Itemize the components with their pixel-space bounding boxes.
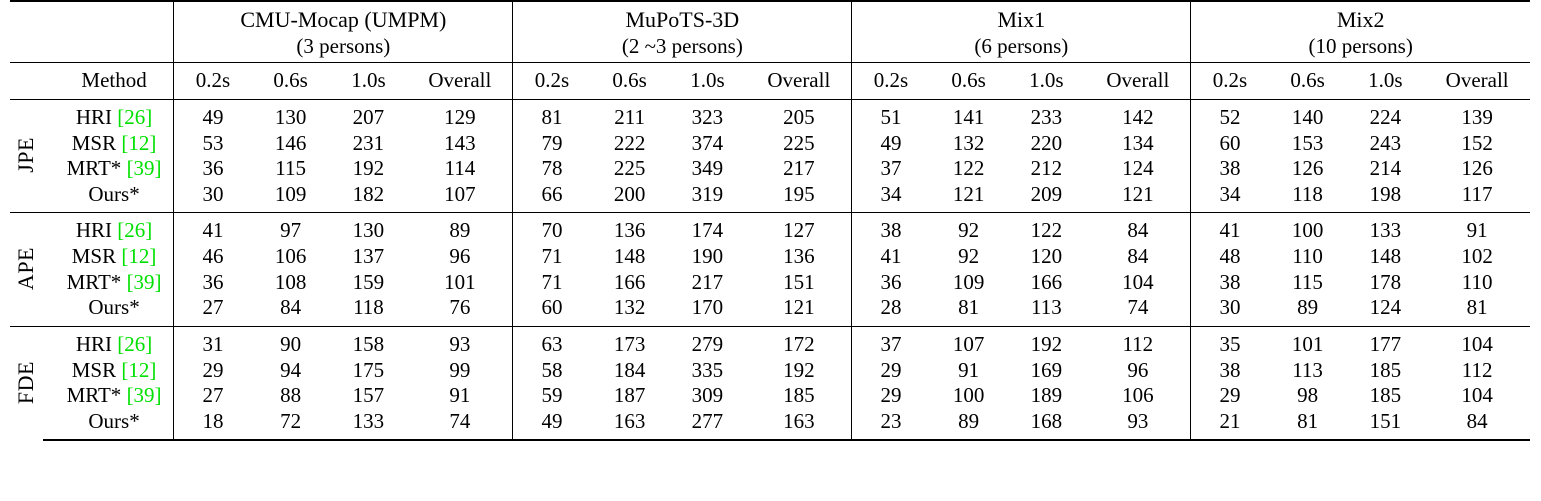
group-title: CMU-Mocap (UMPM) [240, 7, 447, 32]
data-cell: 49 [513, 409, 591, 441]
header-mupots-overall: Overall [746, 63, 852, 100]
data-cell: 101 [1269, 326, 1347, 357]
data-cell: 76 [449, 295, 471, 320]
data-cell: 185 [1369, 357, 1402, 382]
empty-corner-2 [43, 1, 174, 63]
data-cell: 172 [746, 326, 852, 357]
data-cell: 185 [1369, 383, 1402, 408]
data-cell: 81 [1466, 295, 1488, 320]
column-group-mix1 [852, 1, 1191, 63]
data-cell: 195 [783, 181, 815, 206]
data-cell: 110 [1461, 269, 1493, 294]
data-cell: 66 [513, 182, 591, 213]
data-cell: 141 [930, 100, 1008, 131]
data-cell: 323 [669, 100, 747, 131]
data-cell: 49 [852, 131, 930, 157]
method-name: MRT* [66, 383, 127, 408]
method-column-header: Method [43, 63, 174, 100]
header-mupots-1.0s: 1.0s [669, 63, 747, 100]
data-cell: 29 [852, 358, 930, 384]
method-name-cell [43, 156, 174, 182]
data-cell: 112 [1085, 326, 1191, 357]
method-name-cell [43, 131, 174, 157]
row-group-label-fde [10, 326, 43, 440]
data-cell: 214 [1369, 156, 1402, 181]
method-name: MSR [71, 130, 122, 155]
column-group-mupots [513, 1, 852, 63]
data-cell: 189 [1030, 383, 1063, 408]
data-cell: 104 [1122, 269, 1154, 294]
row-group-label-jpe [10, 100, 43, 213]
data-cell: 151 [783, 269, 815, 294]
data-cell: 49 [174, 100, 252, 131]
data-cell: 163 [746, 409, 852, 441]
header-cmu-0.6s: 0.6s [252, 63, 330, 100]
data-cell: 88 [280, 383, 302, 408]
data-cell: 38 [852, 213, 930, 244]
data-cell: 211 [591, 100, 669, 131]
data-cell: 27 [174, 295, 252, 326]
method-name: MRT* [66, 269, 127, 294]
table-row [10, 326, 1530, 357]
column-subheader-row [10, 63, 1530, 100]
data-cell: 38 [1191, 270, 1269, 296]
data-cell: 137 [352, 244, 385, 269]
data-cell: 114 [444, 156, 476, 181]
results-table [10, 0, 1530, 441]
data-cell: 222 [613, 130, 646, 155]
method-name-cell [43, 270, 174, 296]
row-group-label-ape [10, 213, 43, 326]
data-cell: 224 [1346, 100, 1424, 131]
citation-link[interactable]: [12] [121, 357, 157, 382]
data-cell: 107 [930, 326, 1008, 357]
data-cell: 37 [852, 326, 930, 357]
method-name-cell [43, 213, 174, 244]
data-cell: 132 [952, 130, 985, 155]
data-cell: 38 [1191, 358, 1269, 384]
data-cell: 97 [252, 213, 330, 244]
data-cell: 71 [513, 244, 591, 270]
header-mix1-1.0s: 1.0s [1007, 63, 1085, 100]
section-fde [10, 326, 1530, 440]
data-cell: 143 [444, 130, 476, 155]
data-cell: 174 [669, 213, 747, 244]
data-cell: 36 [174, 270, 252, 296]
data-cell: 51 [852, 100, 930, 131]
data-cell: 207 [330, 100, 408, 131]
data-cell: 225 [613, 156, 646, 181]
data-cell: 124 [1369, 295, 1402, 320]
method-name: HRI [75, 331, 118, 356]
data-cell: 99 [449, 357, 471, 382]
data-cell: 63 [513, 326, 591, 357]
data-cell: 98 [1297, 383, 1319, 408]
table-row [10, 383, 1530, 409]
data-cell: 190 [691, 244, 724, 269]
method-name: Ours* [88, 408, 140, 433]
data-cell: 84 [1127, 244, 1149, 269]
data-cell: 23 [852, 409, 930, 441]
data-cell: 151 [1346, 409, 1424, 441]
header-mupots-0.6s: 0.6s [591, 63, 669, 100]
data-cell: 108 [274, 269, 307, 294]
data-cell: 41 [852, 244, 930, 270]
data-cell: 101 [444, 269, 476, 294]
data-cell: 115 [275, 156, 306, 181]
data-cell: 91 [1424, 213, 1530, 244]
data-cell: 127 [746, 213, 852, 244]
header-mix2-overall: Overall [1424, 63, 1530, 100]
citation-link[interactable]: [39] [126, 156, 162, 181]
data-cell: 200 [613, 181, 646, 206]
data-cell: 134 [1122, 130, 1154, 155]
data-cell: 124 [1122, 156, 1154, 181]
citation-link[interactable]: [12] [121, 130, 157, 155]
method-name-cell [43, 358, 174, 384]
citation-link[interactable]: [12] [121, 244, 157, 269]
data-cell: 38 [1191, 156, 1269, 182]
data-cell: 30 [174, 182, 252, 213]
data-cell: 166 [613, 269, 646, 294]
header-mix1-0.6s: 0.6s [930, 63, 1008, 100]
header-cmu-overall: Overall [407, 63, 513, 100]
row-group-label-text: APE [12, 247, 38, 291]
group-title: Mix1 [997, 7, 1046, 32]
data-cell: 29 [1191, 383, 1269, 409]
data-cell: 113 [1292, 357, 1323, 382]
data-cell: 225 [783, 130, 815, 155]
data-cell: 36 [852, 270, 930, 296]
data-cell: 109 [274, 181, 307, 206]
method-name: HRI [75, 105, 118, 130]
data-cell: 81 [1269, 409, 1347, 441]
table-row [10, 244, 1530, 270]
data-cell: 133 [330, 409, 408, 441]
section-ape [10, 213, 1530, 326]
citation-link[interactable]: [39] [126, 383, 162, 408]
data-cell: 168 [1007, 409, 1085, 441]
data-cell: 36 [174, 156, 252, 182]
data-cell: 148 [613, 244, 646, 269]
data-cell: 46 [174, 244, 252, 270]
table-row [10, 295, 1530, 326]
table-row [10, 156, 1530, 182]
data-cell: 159 [352, 269, 385, 294]
table-row [10, 358, 1530, 384]
data-cell: 107 [444, 181, 476, 206]
data-cell: 48 [1191, 244, 1269, 270]
data-cell: 178 [1369, 269, 1402, 294]
data-cell: 90 [252, 326, 330, 357]
data-cell: 122 [952, 156, 985, 181]
method-name-cell [43, 326, 174, 357]
header-mix2-0.6s: 0.6s [1269, 63, 1347, 100]
data-cell: 93 [407, 326, 513, 357]
data-cell: 70 [513, 213, 591, 244]
citation-link[interactable]: [26] [117, 105, 153, 130]
data-cell: 52 [1191, 100, 1269, 131]
data-cell: 335 [691, 357, 724, 382]
group-subtitle: (10 persons) [1308, 33, 1413, 58]
data-cell: 309 [691, 383, 724, 408]
data-cell: 217 [691, 269, 724, 294]
data-cell: 169 [1030, 357, 1063, 382]
table-row [10, 270, 1530, 296]
data-cell: 220 [1030, 130, 1063, 155]
data-cell: 35 [1191, 326, 1269, 357]
data-cell: 173 [591, 326, 669, 357]
data-cell: 18 [174, 409, 252, 441]
method-name-cell [43, 182, 174, 213]
data-cell: 148 [1369, 244, 1402, 269]
data-cell: 93 [1085, 409, 1191, 441]
data-cell: 120 [1030, 244, 1063, 269]
data-cell: 231 [352, 130, 385, 155]
data-cell: 102 [1461, 244, 1493, 269]
data-cell: 163 [591, 409, 669, 441]
row-group-label-text: JPE [12, 137, 38, 174]
group-subtitle: (3 persons) [296, 33, 391, 58]
data-cell: 243 [1369, 130, 1402, 155]
data-cell: 84 [1424, 409, 1530, 441]
data-cell: 74 [407, 409, 513, 441]
citation-link[interactable]: [26] [117, 218, 153, 243]
data-cell: 192 [1007, 326, 1085, 357]
data-cell: 109 [952, 269, 985, 294]
column-group-mix2 [1191, 1, 1530, 63]
table-row [10, 100, 1530, 131]
group-title: MuPoTS-3D [625, 7, 740, 32]
empty-corner-1 [10, 1, 43, 63]
data-cell: 81 [513, 100, 591, 131]
header-mupots-0.2s: 0.2s [513, 63, 591, 100]
data-cell: 192 [352, 156, 385, 181]
data-cell: 104 [1424, 326, 1530, 357]
citation-link[interactable]: [26] [117, 331, 153, 356]
data-cell: 136 [591, 213, 669, 244]
data-cell: 129 [407, 100, 513, 131]
table-row [10, 182, 1530, 213]
data-cell: 92 [930, 213, 1008, 244]
data-cell: 217 [783, 156, 815, 181]
data-cell: 130 [252, 100, 330, 131]
data-cell: 130 [330, 213, 408, 244]
data-cell: 177 [1346, 326, 1424, 357]
data-cell: 92 [958, 244, 980, 269]
header-mix1-overall: Overall [1085, 63, 1191, 100]
data-cell: 205 [746, 100, 852, 131]
data-cell: 89 [930, 409, 1008, 441]
data-cell: 110 [1292, 244, 1323, 269]
data-cell: 212 [1030, 156, 1063, 181]
data-cell: 142 [1085, 100, 1191, 131]
group-title: Mix2 [1336, 7, 1385, 32]
data-cell: 96 [449, 244, 471, 269]
data-cell: 79 [513, 131, 591, 157]
data-cell: 152 [1461, 130, 1493, 155]
data-cell: 91 [449, 383, 471, 408]
data-cell: 31 [174, 326, 252, 357]
data-cell: 89 [407, 213, 513, 244]
method-name: MSR [71, 244, 122, 269]
data-cell: 29 [174, 358, 252, 384]
data-cell: 106 [274, 244, 307, 269]
data-cell: 136 [783, 244, 815, 269]
data-cell: 71 [513, 270, 591, 296]
data-cell: 96 [1127, 357, 1149, 382]
method-name: HRI [75, 218, 118, 243]
data-cell: 78 [513, 156, 591, 182]
method-name: MRT* [66, 156, 127, 181]
data-cell: 349 [691, 156, 724, 181]
method-name: Ours* [88, 181, 140, 206]
data-cell: 100 [952, 383, 985, 408]
data-cell: 126 [1291, 156, 1324, 181]
data-cell: 118 [1292, 181, 1323, 206]
group-subtitle: (2 ~3 persons) [621, 33, 743, 58]
data-cell: 89 [1297, 295, 1319, 320]
data-cell: 91 [958, 357, 980, 382]
method-name-cell [43, 244, 174, 270]
data-cell: 58 [513, 358, 591, 384]
data-cell: 166 [1030, 269, 1063, 294]
method-name-cell [43, 383, 174, 409]
data-cell: 187 [613, 383, 646, 408]
data-cell: 60 [513, 295, 591, 326]
method-name: MSR [71, 357, 122, 382]
data-cell: 122 [1007, 213, 1085, 244]
data-cell: 72 [252, 409, 330, 441]
data-cell: 157 [352, 383, 385, 408]
row-group-label-text: FDE [12, 361, 38, 405]
group-subtitle: (6 persons) [974, 33, 1069, 58]
header-cmu-0.2s: 0.2s [174, 63, 252, 100]
data-cell: 233 [1007, 100, 1085, 131]
header-mix2-0.2s: 0.2s [1191, 63, 1269, 100]
data-cell: 170 [691, 295, 724, 320]
data-cell: 146 [274, 130, 307, 155]
method-name-cell [43, 409, 174, 441]
data-cell: 29 [852, 383, 930, 409]
data-cell: 118 [353, 295, 384, 320]
data-cell: 140 [1269, 100, 1347, 131]
data-cell: 158 [330, 326, 408, 357]
data-cell: 94 [280, 357, 302, 382]
section-jpe [10, 100, 1530, 213]
data-cell: 74 [1127, 295, 1149, 320]
data-cell: 34 [852, 182, 930, 213]
data-cell: 21 [1191, 409, 1269, 441]
data-cell: 133 [1346, 213, 1424, 244]
method-name: Ours* [88, 295, 140, 320]
data-cell: 81 [958, 295, 980, 320]
data-cell: 139 [1424, 100, 1530, 131]
data-cell: 319 [691, 181, 724, 206]
data-cell: 113 [1031, 295, 1062, 320]
data-cell: 132 [613, 295, 646, 320]
data-cell: 84 [1085, 213, 1191, 244]
table-row [10, 131, 1530, 157]
data-cell: 106 [1122, 383, 1154, 408]
data-cell: 41 [174, 213, 252, 244]
data-cell: 198 [1369, 181, 1402, 206]
data-cell: 100 [1269, 213, 1347, 244]
method-name-cell [43, 100, 174, 131]
data-cell: 184 [613, 357, 646, 382]
data-cell: 121 [1122, 181, 1154, 206]
data-cell: 185 [783, 383, 815, 408]
header-mix1-0.2s: 0.2s [852, 63, 930, 100]
table-row [10, 213, 1530, 244]
data-cell: 37 [852, 156, 930, 182]
data-cell: 112 [1461, 357, 1493, 382]
data-cell: 121 [952, 181, 985, 206]
data-cell: 27 [174, 383, 252, 409]
citation-link[interactable]: [39] [126, 269, 162, 294]
data-cell: 126 [1461, 156, 1493, 181]
data-cell: 28 [852, 295, 930, 326]
empty-corner-3 [10, 63, 43, 100]
header-mix2-1.0s: 1.0s [1346, 63, 1424, 100]
table-row [10, 409, 1530, 441]
data-cell: 115 [1292, 269, 1323, 294]
data-cell: 59 [513, 383, 591, 409]
data-cell: 41 [1191, 213, 1269, 244]
data-cell: 53 [174, 131, 252, 157]
data-cell: 153 [1291, 130, 1324, 155]
data-cell: 117 [1461, 181, 1493, 206]
data-cell: 84 [280, 295, 302, 320]
data-cell: 60 [1191, 131, 1269, 157]
method-name-cell [43, 295, 174, 326]
data-cell: 192 [783, 357, 815, 382]
data-cell: 279 [669, 326, 747, 357]
data-cell: 34 [1191, 182, 1269, 213]
data-cell: 374 [691, 130, 724, 155]
data-cell: 277 [669, 409, 747, 441]
data-cell: 209 [1030, 181, 1063, 206]
data-cell: 121 [783, 295, 815, 320]
data-cell: 30 [1191, 295, 1269, 326]
column-group-header-row [10, 1, 1530, 63]
column-group-cmu-mocap [174, 1, 513, 63]
data-cell: 175 [352, 357, 385, 382]
data-cell: 104 [1461, 383, 1493, 408]
header-cmu-1.0s: 1.0s [330, 63, 408, 100]
data-cell: 182 [352, 181, 385, 206]
